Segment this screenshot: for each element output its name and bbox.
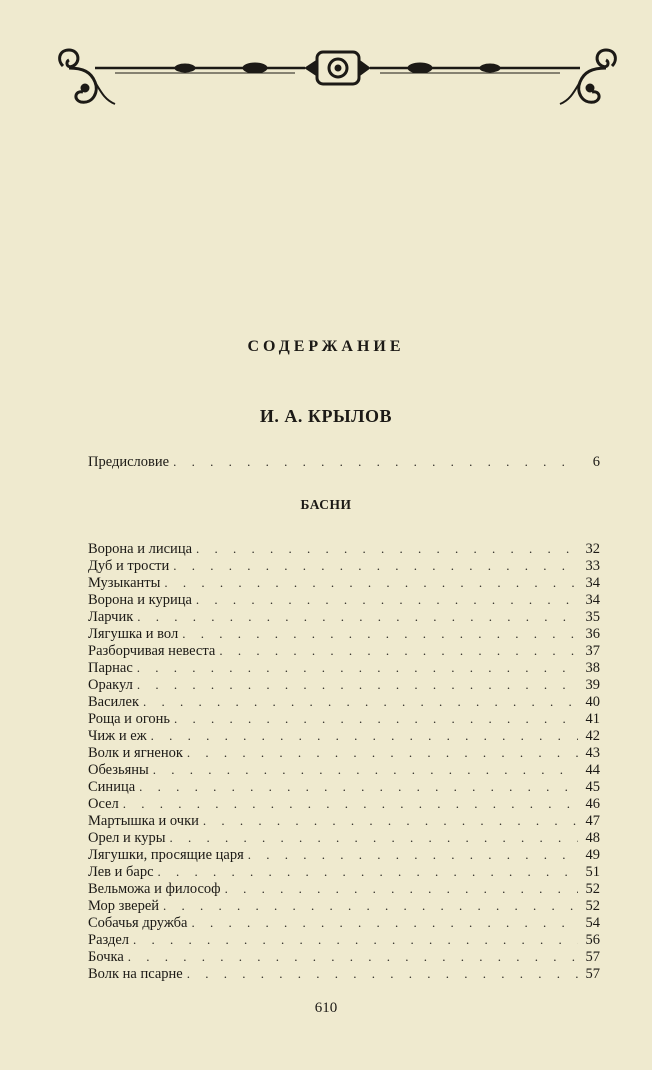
toc-entry-page: 51 — [585, 864, 600, 880]
toc-entry[interactable] — [88, 693, 600, 710]
leader-dots — [182, 625, 578, 642]
toc-entry-title: Ларчик — [88, 609, 134, 625]
toc-entry[interactable] — [88, 608, 600, 625]
leader-dots — [123, 795, 578, 812]
toc-entry[interactable] — [88, 897, 600, 914]
leader-dots — [192, 914, 579, 931]
toc-entry-title: Ворона и лисица — [88, 541, 193, 557]
toc-entry[interactable] — [88, 591, 600, 608]
toc-entry-title: Мор зверей — [88, 898, 160, 914]
toc-entry-page: 40 — [585, 694, 600, 710]
decorative-header-ornament — [55, 42, 620, 112]
toc-entry-page: 39 — [585, 677, 600, 693]
toc-entry-title: Чиж и еж — [88, 728, 147, 744]
toc-entry-preface[interactable] — [88, 453, 600, 470]
toc-entry-page: 6 — [592, 454, 600, 470]
toc-entry[interactable] — [88, 659, 600, 676]
toc-entry[interactable] — [88, 931, 600, 948]
toc-entry-title: Вельможа и философ — [88, 881, 221, 897]
page-number: 610 — [314, 1000, 338, 1016]
leader-dots — [187, 744, 578, 761]
toc-entry-page: 43 — [585, 745, 600, 761]
leader-dots — [173, 453, 578, 470]
leader-dots — [151, 727, 578, 744]
leader-dots — [163, 897, 578, 914]
toc-entry-page: 33 — [585, 558, 600, 574]
toc-entry-title: Разборчивая невеста — [88, 643, 216, 659]
toc-entry-title: Лягушка и вол — [88, 626, 179, 642]
leader-dots — [174, 710, 578, 727]
leader-dots — [137, 608, 578, 625]
toc-entry-page: 48 — [585, 830, 600, 846]
leader-dots — [143, 693, 578, 710]
leader-dots — [196, 540, 578, 557]
toc-entry[interactable] — [88, 948, 600, 965]
toc-entry-page: 56 — [585, 932, 600, 948]
toc-entry[interactable] — [88, 676, 600, 693]
toc-entry[interactable] — [88, 829, 600, 846]
toc-entry[interactable] — [88, 863, 600, 880]
leader-dots — [137, 659, 578, 676]
section-heading: БАСНИ — [300, 497, 352, 512]
toc-entry[interactable] — [88, 710, 600, 727]
toc-entry-title: Лев и барс — [88, 864, 154, 880]
contents-heading: СОДЕРЖАНИЕ — [247, 338, 405, 355]
toc-entry-title: Лягушки, просящие царя — [88, 847, 244, 863]
toc-entry-title: Бочка — [88, 949, 124, 965]
toc-entry-title: Орел и куры — [88, 830, 166, 846]
leader-dots — [219, 642, 578, 659]
toc-entry-title: Василек — [88, 694, 140, 710]
toc-entry-title: Предисловие — [88, 454, 170, 470]
toc-entry[interactable] — [88, 812, 600, 829]
toc-entry-page: 52 — [585, 881, 600, 897]
toc-entry-page: 38 — [585, 660, 600, 676]
toc-entry-page: 36 — [585, 626, 600, 642]
leader-dots — [128, 948, 578, 965]
leader-dots — [139, 778, 578, 795]
toc-entry-page: 32 — [585, 541, 600, 557]
leader-dots — [133, 931, 578, 948]
toc-entry[interactable] — [88, 744, 600, 761]
toc-entry-title: Парнас — [88, 660, 133, 676]
toc-entry-title: Раздел — [88, 932, 130, 948]
toc-entry[interactable] — [88, 914, 600, 931]
toc-entry[interactable] — [88, 625, 600, 642]
toc-entry-page: 57 — [585, 966, 600, 982]
leader-dots — [158, 863, 578, 880]
leader-dots — [173, 557, 578, 574]
author-heading: И. А. КРЫЛОВ — [259, 406, 393, 426]
toc-entry-title: Мартышка и очки — [88, 813, 199, 829]
toc-entry-page: 45 — [585, 779, 600, 795]
toc-entry[interactable] — [88, 761, 600, 778]
toc-entry-page: 35 — [585, 609, 600, 625]
toc-entry-page: 42 — [585, 728, 600, 744]
leader-dots — [203, 812, 578, 829]
toc-entry-title: Волк и ягненок — [88, 745, 183, 761]
toc-entry-title: Оракул — [88, 677, 133, 693]
leader-dots — [164, 574, 578, 591]
toc-entry-title: Собачья дружба — [88, 915, 188, 931]
toc-entry-title: Музыканты — [88, 575, 161, 591]
toc-entry-page: 47 — [585, 813, 600, 829]
toc-entry-page: 46 — [585, 796, 600, 812]
toc-entry-title: Роща и огонь — [88, 711, 171, 727]
toc-entry-page: 54 — [585, 915, 600, 931]
leader-dots — [248, 846, 578, 863]
leader-dots — [137, 676, 578, 693]
toc-entry[interactable] — [88, 574, 600, 591]
leader-dots — [187, 965, 578, 982]
toc-entry[interactable] — [88, 727, 600, 744]
toc-entry-title: Волк на псарне — [88, 966, 183, 982]
toc-entry[interactable] — [88, 880, 600, 897]
leader-dots — [153, 761, 578, 778]
toc-entry-page: 49 — [585, 847, 600, 863]
leader-dots — [225, 880, 578, 897]
leader-dots — [169, 829, 578, 846]
toc-entry[interactable] — [88, 642, 600, 659]
toc-entry-page: 34 — [585, 575, 600, 591]
toc-entry-page: 41 — [585, 711, 600, 727]
toc-entry[interactable] — [88, 795, 600, 812]
toc-entry-page: 37 — [585, 643, 600, 659]
leader-dots — [196, 591, 578, 608]
toc-entry-title: Обезьяны — [88, 762, 149, 778]
toc-entry-title: Дуб и трости — [88, 558, 170, 574]
toc-entry[interactable] — [88, 557, 600, 574]
toc-entry-title: Синица — [88, 779, 136, 795]
toc-entry-page: 57 — [585, 949, 600, 965]
toc-entry-title: Осел — [88, 796, 119, 812]
toc-entry-title: Ворона и курица — [88, 592, 192, 608]
toc-entry-page: 44 — [585, 762, 600, 778]
toc-entry-page: 52 — [585, 898, 600, 914]
toc-entry-page: 34 — [585, 592, 600, 608]
toc-entry[interactable] — [88, 846, 600, 863]
toc-entry[interactable] — [88, 778, 600, 795]
toc-entry[interactable] — [88, 965, 600, 982]
toc-entry[interactable] — [88, 540, 600, 557]
